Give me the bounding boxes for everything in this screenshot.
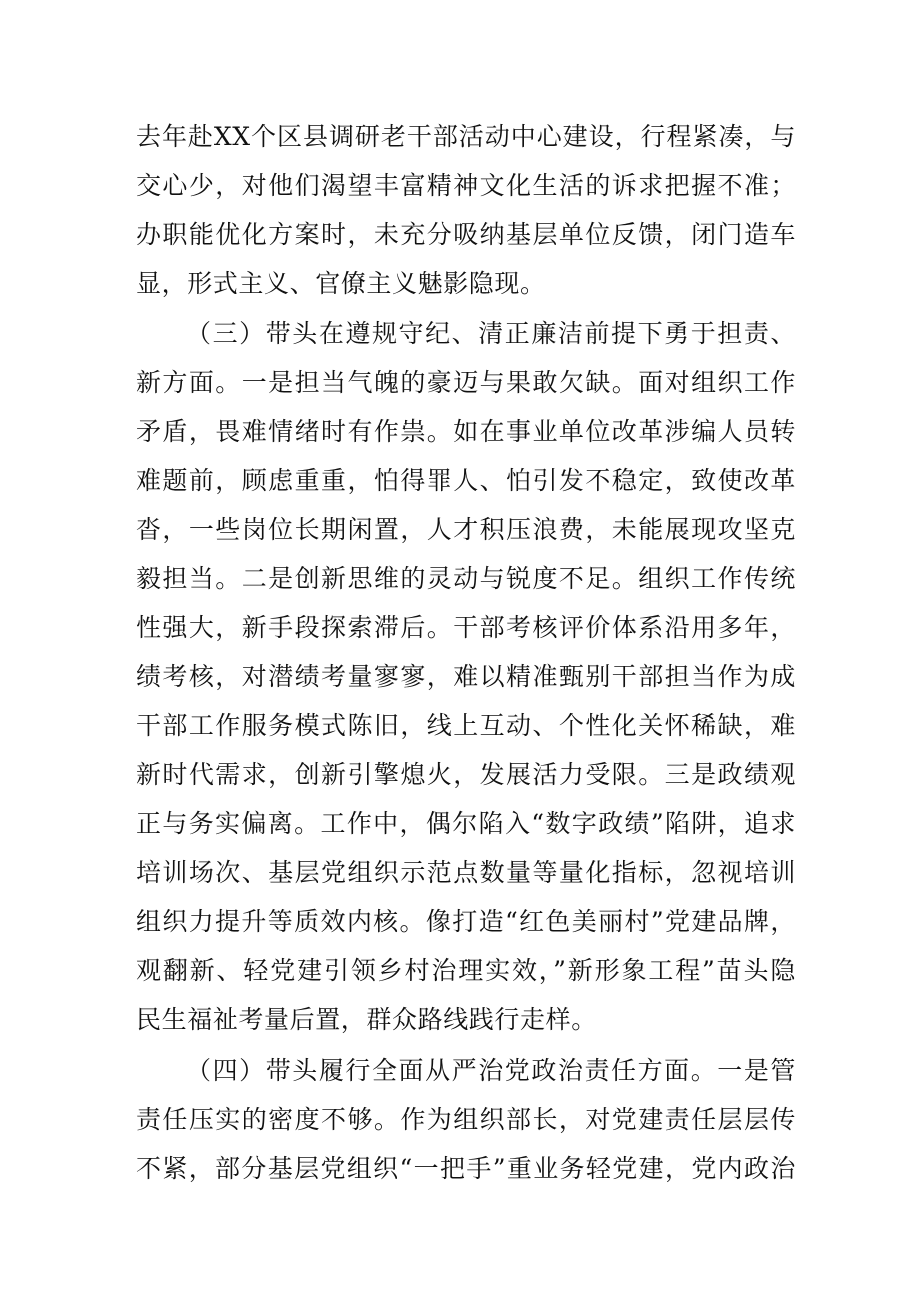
text-line: 干部工作服务模式陈旧，线上互动、个性化关怀稀缺，难 (136, 711, 796, 740)
text-line: 难题前，顾虑重重，怕得罪人、怕引发不稳定，致使改革 (136, 466, 796, 495)
text-line: 毅担当。二是创新思维的灵动与锐度不足。组织工作传统 (136, 564, 796, 593)
text-line: 交心少，对他们渴望丰富精神文化生活的诉求把握不准； (136, 171, 796, 200)
text-line: 办职能优化方案时，未充分吸纳基层单位反馈，闭门造车 (136, 220, 796, 249)
text-line: 民生福祉考量后置，群众路线践行走样。 (136, 1005, 597, 1034)
paragraph-3 (136, 1046, 796, 1193)
text-line: 不紧，部分基层党组织“一把手”重业务轻党建，党内政治 (136, 1154, 796, 1183)
text-line: 性强大，新手段探索滞后。干部考核评价体系沿用多年， (136, 613, 796, 642)
text-line: 显，形式主义、官僚主义魅影隐现。 (136, 269, 546, 298)
text-line: 绩考核，对潜绩考量寥寥，难以精准甄别干部担当作为成 (136, 662, 796, 691)
text-line: 新时代需求，创新引擎熄火，发展活力受限。三是政绩观 (136, 760, 796, 789)
text-line: 培训场次、基层党组织示范点数量等量化指标，忽视培训 (136, 858, 796, 887)
text-line: 责任压实的密度不够。作为组织部长，对党建责任层层传 (136, 1105, 796, 1134)
text-line: 矛盾，畏难情绪时有作祟。如在事业单位改革涉编人员转 (136, 417, 796, 446)
paragraph-1 (136, 112, 796, 308)
text-line: 沓，一些岗位长期闲置，人才积压浪费，未能展现攻坚克 (136, 515, 796, 544)
text-line: 组织力提升等质效内核。像打造“红色美丽村”党建品牌， (136, 907, 796, 936)
text-line: （四）带头履行全面从严治党政治责任方面。一是管 (186, 1056, 796, 1085)
text-line: 新方面。一是担当气魄的豪迈与果敢欠缺。面对组织工作 (136, 368, 796, 397)
text-line: 正与务实偏离。工作中，偶尔陷入“数字政绩”陷阱，追求 (136, 809, 796, 838)
text-line: 去年赴XX个区县调研老干部活动中心建设，行程紧凑，与 (136, 122, 796, 151)
text-line: 观翻新、轻党建引领乡村治理实效，”新形象工程”苗头隐 (136, 956, 796, 985)
text-line: （三）带头在遵规守纪、清正廉洁前提下勇于担责、 (186, 319, 796, 348)
paragraph-2 (136, 309, 796, 1044)
